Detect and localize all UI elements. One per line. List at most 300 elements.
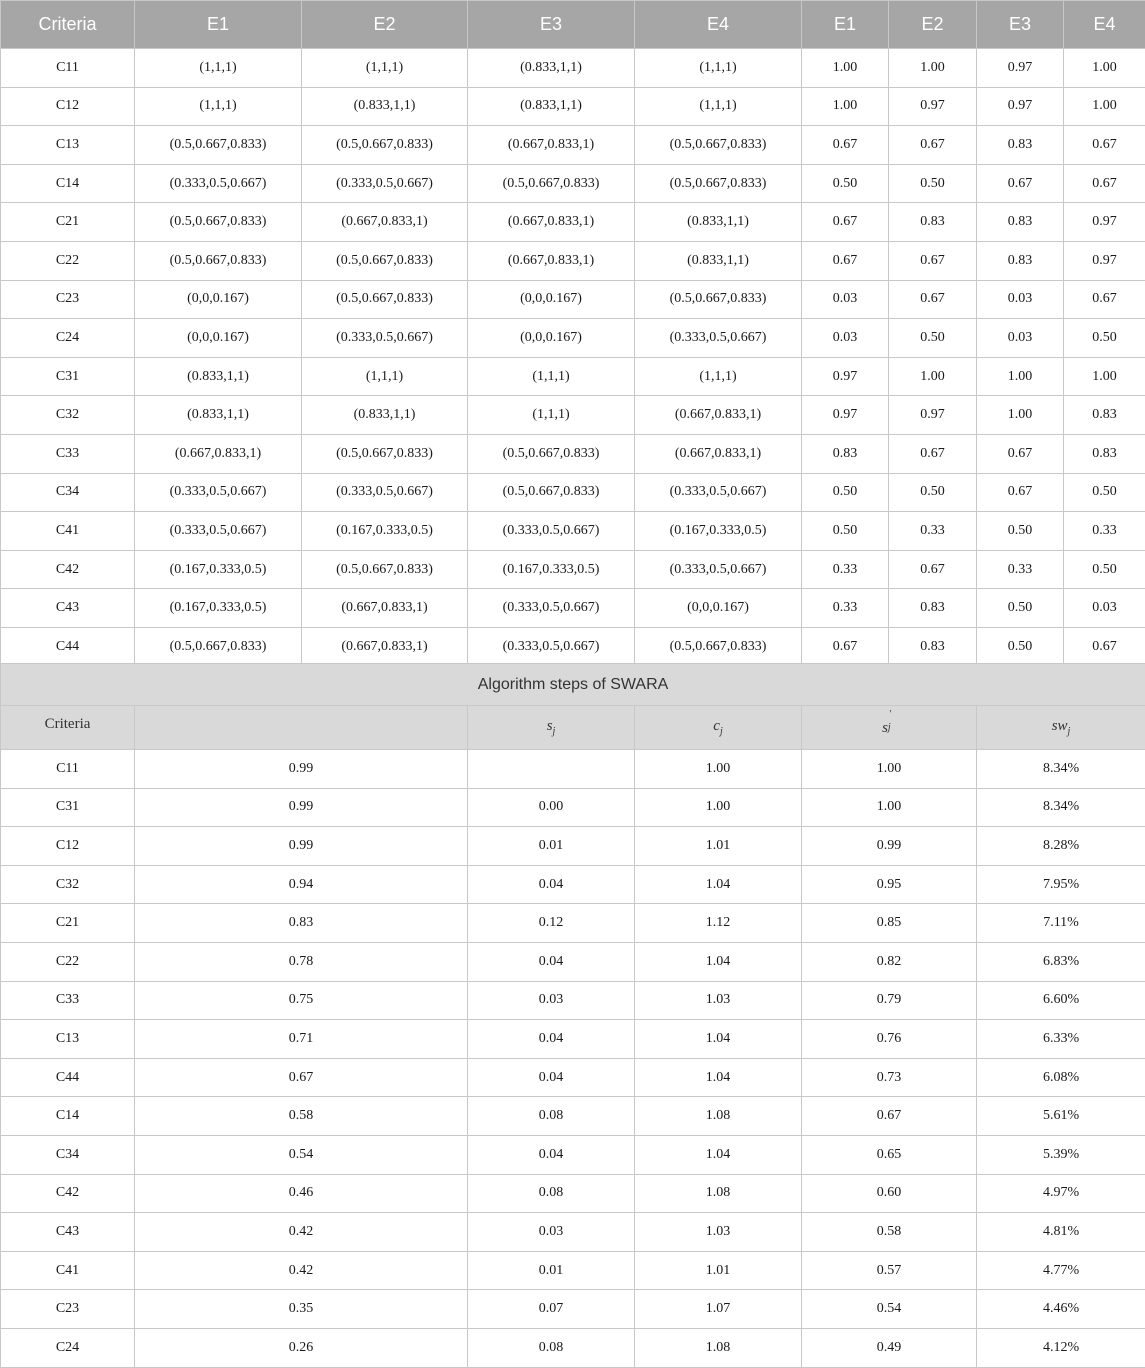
crisp-rating-cell: 1.00 — [977, 357, 1064, 396]
fuzzy-rating-cell: (0.5,0.667,0.833) — [135, 627, 302, 666]
swara-value-cell: 0.35 — [135, 1290, 468, 1329]
crisp-rating-cell: 0.97 — [1064, 203, 1145, 242]
criteria-cell: C32 — [1, 396, 135, 435]
crisp-rating-cell: 0.67 — [889, 280, 977, 319]
swara-sj-prime-cell: 0.65 — [802, 1135, 977, 1174]
swara-row — [1, 981, 1145, 1020]
fuzzy-rating-cell: (0.333,0.5,0.667) — [468, 512, 635, 551]
swara-sj-prime-cell: 0.58 — [802, 1213, 977, 1252]
crisp-rating-cell: 0.67 — [1064, 627, 1145, 666]
table-row — [1, 473, 1145, 512]
crisp-rating-cell: 0.67 — [1064, 280, 1145, 319]
column-header-e4-fuzzy: E4 — [635, 1, 802, 49]
fuzzy-rating-cell: (0.167,0.333,0.5) — [135, 550, 302, 589]
swara-table — [0, 663, 1145, 1368]
criteria-cell: C42 — [1, 550, 135, 589]
swara-sj-cell: 0.00 — [468, 788, 635, 827]
crisp-rating-cell: 0.97 — [802, 357, 889, 396]
crisp-rating-cell: 0.67 — [802, 627, 889, 666]
fuzzy-rating-cell: (1,1,1) — [635, 87, 802, 126]
table-row — [1, 512, 1145, 551]
fuzzy-rating-cell: (0.5,0.667,0.833) — [135, 241, 302, 280]
fuzzy-rating-cell: (1,1,1) — [635, 49, 802, 88]
swara-criteria-cell: C43 — [1, 1213, 135, 1252]
fuzzy-rating-cell: (0.5,0.667,0.833) — [635, 164, 802, 203]
crisp-rating-cell: 1.00 — [889, 49, 977, 88]
fuzzy-rating-cell: (1,1,1) — [135, 49, 302, 88]
swara-sj-cell — [468, 750, 635, 789]
crisp-rating-cell: 0.97 — [889, 396, 977, 435]
swara-cj-cell: 1.04 — [635, 865, 802, 904]
fuzzy-rating-cell: (0.5,0.667,0.833) — [302, 241, 468, 280]
swara-sj-cell: 0.01 — [468, 1251, 635, 1290]
swara-sj-cell: 0.07 — [468, 1290, 635, 1329]
crisp-rating-cell: 0.50 — [889, 473, 977, 512]
swara-sj-prime-cell: 0.57 — [802, 1251, 977, 1290]
criteria-cell: C14 — [1, 164, 135, 203]
crisp-rating-cell: 1.00 — [802, 87, 889, 126]
crisp-rating-cell: 0.33 — [889, 512, 977, 551]
table-row — [1, 203, 1145, 242]
table-row — [1, 280, 1145, 319]
swara-swj-cell: 6.33% — [977, 1020, 1145, 1059]
table-row — [1, 396, 1145, 435]
swara-sj-prime-cell: 0.76 — [802, 1020, 977, 1059]
criteria-cell: C11 — [1, 49, 135, 88]
fuzzy-rating-cell: (1,1,1) — [635, 357, 802, 396]
swara-value-cell: 0.94 — [135, 865, 468, 904]
swara-row — [1, 827, 1145, 866]
table-row — [1, 550, 1145, 589]
swara-value-cell: 0.54 — [135, 1135, 468, 1174]
column-header-e3-fuzzy: E3 — [468, 1, 635, 49]
fuzzy-rating-cell: (0.833,1,1) — [135, 396, 302, 435]
fuzzy-rating-cell: (0.5,0.667,0.833) — [302, 550, 468, 589]
swara-swj-cell: 6.83% — [977, 942, 1145, 981]
fuzzy-rating-cell: (0.5,0.667,0.833) — [302, 280, 468, 319]
crisp-rating-cell: 0.50 — [802, 512, 889, 551]
swara-header-sj — [468, 706, 635, 750]
swara-sj-prime-cell: 1.00 — [802, 750, 977, 789]
criteria-cell: C33 — [1, 434, 135, 473]
crisp-rating-cell: 0.83 — [1064, 434, 1145, 473]
fuzzy-rating-cell: (0.5,0.667,0.833) — [135, 126, 302, 165]
swara-sj-cell: 0.04 — [468, 1020, 635, 1059]
swj-symbol: sw — [1052, 718, 1068, 734]
crisp-rating-cell: 0.03 — [802, 280, 889, 319]
swara-swj-cell: 4.77% — [977, 1251, 1145, 1290]
crisp-rating-cell: 0.67 — [802, 203, 889, 242]
swara-value-cell: 0.83 — [135, 904, 468, 943]
swara-value-cell: 0.99 — [135, 827, 468, 866]
swara-cj-cell: 1.04 — [635, 1020, 802, 1059]
swara-value-cell: 0.42 — [135, 1251, 468, 1290]
swara-criteria-cell: C12 — [1, 827, 135, 866]
fuzzy-rating-cell: (0.667,0.833,1) — [302, 203, 468, 242]
crisp-rating-cell: 0.97 — [1064, 241, 1145, 280]
fuzzy-rating-cell: (0.333,0.5,0.667) — [135, 164, 302, 203]
swara-row — [1, 750, 1145, 789]
fuzzy-rating-cell: (0.333,0.5,0.667) — [302, 164, 468, 203]
crisp-rating-cell: 0.33 — [977, 550, 1064, 589]
fuzzy-rating-cell: (0.333,0.5,0.667) — [135, 473, 302, 512]
crisp-rating-cell: 0.83 — [889, 627, 977, 666]
expert-evaluation-table — [0, 0, 1145, 667]
fuzzy-rating-cell: (0.333,0.5,0.667) — [468, 589, 635, 628]
crisp-rating-cell: 0.97 — [889, 87, 977, 126]
sj-subscript: j — [553, 726, 556, 737]
table-row — [1, 357, 1145, 396]
swara-swj-cell: 7.95% — [977, 865, 1145, 904]
swara-swj-cell: 5.39% — [977, 1135, 1145, 1174]
fuzzy-rating-cell: (0.333,0.5,0.667) — [468, 627, 635, 666]
crisp-rating-cell: 1.00 — [1064, 357, 1145, 396]
crisp-rating-cell: 1.00 — [977, 396, 1064, 435]
crisp-rating-cell: 0.50 — [889, 319, 977, 358]
swara-criteria-cell: C44 — [1, 1058, 135, 1097]
crisp-rating-cell: 1.00 — [1064, 49, 1145, 88]
swara-cj-cell: 1.12 — [635, 904, 802, 943]
crisp-rating-cell: 0.50 — [977, 627, 1064, 666]
swara-sj-cell: 0.12 — [468, 904, 635, 943]
column-header-e1-fuzzy: E1 — [135, 1, 302, 49]
column-header-e3-crisp: E3 — [977, 1, 1064, 49]
fuzzy-rating-cell: (1,1,1) — [302, 357, 468, 396]
swara-row — [1, 1213, 1145, 1252]
swara-header-sj-prime — [802, 706, 977, 750]
crisp-rating-cell: 0.50 — [1064, 473, 1145, 512]
swara-cj-cell: 1.04 — [635, 942, 802, 981]
swara-sj-cell: 0.04 — [468, 1135, 635, 1174]
swara-value-cell: 0.58 — [135, 1097, 468, 1136]
crisp-rating-cell: 0.83 — [802, 434, 889, 473]
fuzzy-rating-cell: (0.667,0.833,1) — [468, 203, 635, 242]
swara-swj-cell: 5.61% — [977, 1097, 1145, 1136]
fuzzy-rating-cell: (0.5,0.667,0.833) — [302, 126, 468, 165]
swara-swj-cell: 8.34% — [977, 750, 1145, 789]
swara-criteria-cell: C23 — [1, 1290, 135, 1329]
crisp-rating-cell: 0.03 — [977, 280, 1064, 319]
swara-sj-prime-cell: 0.54 — [802, 1290, 977, 1329]
crisp-rating-cell: 0.97 — [977, 87, 1064, 126]
crisp-rating-cell: 0.50 — [802, 164, 889, 203]
crisp-rating-cell: 0.67 — [889, 241, 977, 280]
swara-header-swj — [977, 706, 1145, 750]
swara-sj-cell: 0.04 — [468, 942, 635, 981]
fuzzy-rating-cell: (0.667,0.833,1) — [635, 434, 802, 473]
swara-header-cj — [635, 706, 802, 750]
table-row — [1, 319, 1145, 358]
crisp-rating-cell: 0.33 — [1064, 512, 1145, 551]
swara-row — [1, 1174, 1145, 1213]
fuzzy-rating-cell: (0.667,0.833,1) — [635, 396, 802, 435]
swara-criteria-cell: C13 — [1, 1020, 135, 1059]
criteria-cell: C12 — [1, 87, 135, 126]
table-row — [1, 49, 1145, 88]
fuzzy-rating-cell: (0.333,0.5,0.667) — [302, 319, 468, 358]
swara-swj-cell: 4.46% — [977, 1290, 1145, 1329]
swara-row — [1, 1135, 1145, 1174]
cj-subscript: j — [720, 726, 723, 737]
fuzzy-rating-cell: (0.333,0.5,0.667) — [635, 319, 802, 358]
fuzzy-rating-cell: (0.667,0.833,1) — [468, 241, 635, 280]
crisp-rating-cell: 0.50 — [889, 164, 977, 203]
swara-sj-prime-cell: 0.79 — [802, 981, 977, 1020]
swara-sj-cell: 0.08 — [468, 1328, 635, 1367]
fuzzy-rating-cell: (0.333,0.5,0.667) — [635, 550, 802, 589]
crisp-rating-cell: 0.67 — [1064, 164, 1145, 203]
column-header-e2-fuzzy: E2 — [302, 1, 468, 49]
crisp-rating-cell: 0.50 — [1064, 319, 1145, 358]
fuzzy-rating-cell: (1,1,1) — [302, 49, 468, 88]
crisp-rating-cell: 0.67 — [977, 473, 1064, 512]
fuzzy-rating-cell: (0.833,1,1) — [135, 357, 302, 396]
swara-sj-cell: 0.08 — [468, 1097, 635, 1136]
crisp-rating-cell: 0.03 — [977, 319, 1064, 358]
fuzzy-rating-cell: (0,0,0.167) — [468, 280, 635, 319]
swara-row — [1, 904, 1145, 943]
criteria-cell: C22 — [1, 241, 135, 280]
table-row — [1, 627, 1145, 666]
fuzzy-rating-cell: (0.833,1,1) — [635, 241, 802, 280]
fuzzy-rating-cell: (0.5,0.667,0.833) — [635, 280, 802, 319]
crisp-rating-cell: 0.83 — [1064, 396, 1145, 435]
swara-row — [1, 942, 1145, 981]
swara-cj-cell: 1.07 — [635, 1290, 802, 1329]
swara-criteria-cell: C33 — [1, 981, 135, 1020]
sj-prime-subscript: j — [888, 722, 891, 733]
crisp-rating-cell: 0.67 — [977, 434, 1064, 473]
crisp-rating-cell: 0.50 — [802, 473, 889, 512]
fuzzy-rating-cell: (0.667,0.833,1) — [135, 434, 302, 473]
table-row — [1, 241, 1145, 280]
crisp-rating-cell: 0.97 — [802, 396, 889, 435]
fuzzy-rating-cell: (0,0,0.167) — [135, 319, 302, 358]
fuzzy-rating-cell: (0.5,0.667,0.833) — [468, 473, 635, 512]
swara-cj-cell: 1.08 — [635, 1174, 802, 1213]
swara-sj-cell: 0.08 — [468, 1174, 635, 1213]
crisp-rating-cell: 0.67 — [889, 550, 977, 589]
fuzzy-rating-cell: (0.167,0.333,0.5) — [135, 589, 302, 628]
swara-criteria-cell: C32 — [1, 865, 135, 904]
crisp-rating-cell: 0.03 — [1064, 589, 1145, 628]
swara-cj-cell: 1.08 — [635, 1097, 802, 1136]
swara-sj-prime-cell: 0.82 — [802, 942, 977, 981]
swara-cj-cell: 1.00 — [635, 750, 802, 789]
fuzzy-rating-cell: (0.5,0.667,0.833) — [635, 126, 802, 165]
fuzzy-rating-cell: (1,1,1) — [468, 357, 635, 396]
swara-row — [1, 788, 1145, 827]
swara-criteria-cell: C42 — [1, 1174, 135, 1213]
crisp-rating-cell: 0.33 — [802, 589, 889, 628]
fuzzy-rating-cell: (0.667,0.833,1) — [302, 589, 468, 628]
fuzzy-rating-cell: (0.167,0.333,0.5) — [468, 550, 635, 589]
table-row — [1, 164, 1145, 203]
swara-header-row — [1, 706, 1145, 750]
fuzzy-rating-cell: (0.667,0.833,1) — [302, 627, 468, 666]
swara-sj-prime-cell: 0.49 — [802, 1328, 977, 1367]
swara-swj-cell: 8.34% — [977, 788, 1145, 827]
crisp-rating-cell: 0.33 — [802, 550, 889, 589]
sj-symbol: s — [547, 718, 553, 734]
swara-sj-prime-cell: 0.73 — [802, 1058, 977, 1097]
swara-sj-prime-cell: 1.00 — [802, 788, 977, 827]
crisp-rating-cell: 0.67 — [1064, 126, 1145, 165]
crisp-rating-cell: 0.83 — [889, 203, 977, 242]
criteria-cell: C31 — [1, 357, 135, 396]
swara-criteria-cell: C34 — [1, 1135, 135, 1174]
crisp-rating-cell: 0.83 — [977, 203, 1064, 242]
swara-value-cell: 0.26 — [135, 1328, 468, 1367]
fuzzy-rating-cell: (0.5,0.667,0.833) — [135, 203, 302, 242]
swara-criteria-cell: C21 — [1, 904, 135, 943]
fuzzy-rating-cell: (1,1,1) — [468, 396, 635, 435]
swara-swj-cell: 6.60% — [977, 981, 1145, 1020]
criteria-cell: C43 — [1, 589, 135, 628]
swara-value-cell: 0.67 — [135, 1058, 468, 1097]
swara-criteria-cell: C14 — [1, 1097, 135, 1136]
swara-row — [1, 1290, 1145, 1329]
swara-cj-cell: 1.08 — [635, 1328, 802, 1367]
swara-swj-cell: 4.81% — [977, 1213, 1145, 1252]
sj-prime-symbol: s — [882, 720, 888, 736]
swara-criteria-cell: C31 — [1, 788, 135, 827]
criteria-cell: C41 — [1, 512, 135, 551]
swara-cj-cell: 1.04 — [635, 1058, 802, 1097]
swara-cj-cell: 1.03 — [635, 981, 802, 1020]
table-row — [1, 589, 1145, 628]
swara-sj-cell: 0.03 — [468, 1213, 635, 1252]
swara-row — [1, 1328, 1145, 1367]
crisp-rating-cell: 1.00 — [889, 357, 977, 396]
criteria-cell: C13 — [1, 126, 135, 165]
fuzzy-rating-cell: (0.5,0.667,0.833) — [468, 164, 635, 203]
column-header-criteria: Criteria — [1, 1, 135, 49]
swara-section-title-row — [1, 664, 1145, 706]
swara-swj-cell: 4.12% — [977, 1328, 1145, 1367]
swara-row — [1, 865, 1145, 904]
swara-value-cell: 0.75 — [135, 981, 468, 1020]
column-header-e1-crisp: E1 — [802, 1, 889, 49]
swara-value-cell: 0.71 — [135, 1020, 468, 1059]
crisp-rating-cell: 1.00 — [802, 49, 889, 88]
swara-sj-prime-cell: 0.85 — [802, 904, 977, 943]
table-row — [1, 87, 1145, 126]
fuzzy-rating-cell: (0.833,1,1) — [635, 203, 802, 242]
swara-value-cell: 0.99 — [135, 788, 468, 827]
fuzzy-rating-cell: (0.5,0.667,0.833) — [635, 627, 802, 666]
swara-sj-prime-cell: 0.99 — [802, 827, 977, 866]
swara-sj-prime-cell: 0.95 — [802, 865, 977, 904]
swara-cj-cell: 1.03 — [635, 1213, 802, 1252]
fuzzy-rating-cell: (0.167,0.333,0.5) — [635, 512, 802, 551]
crisp-rating-cell: 0.67 — [977, 164, 1064, 203]
swara-sj-cell: 0.03 — [468, 981, 635, 1020]
swara-sj-cell: 0.04 — [468, 865, 635, 904]
fuzzy-rating-cell: (0,0,0.167) — [468, 319, 635, 358]
swara-sj-prime-cell: 0.67 — [802, 1097, 977, 1136]
fuzzy-rating-cell: (0.833,1,1) — [302, 396, 468, 435]
fuzzy-rating-cell: (1,1,1) — [135, 87, 302, 126]
table-row — [1, 434, 1145, 473]
crisp-rating-cell: 0.67 — [802, 241, 889, 280]
swara-criteria-cell: C11 — [1, 750, 135, 789]
crisp-rating-cell: 0.67 — [889, 126, 977, 165]
swara-criteria-cell: C24 — [1, 1328, 135, 1367]
swara-cj-cell: 1.00 — [635, 788, 802, 827]
crisp-rating-cell: 0.83 — [889, 589, 977, 628]
fuzzy-rating-cell: (0.333,0.5,0.667) — [135, 512, 302, 551]
swara-sj-cell: 0.01 — [468, 827, 635, 866]
crisp-rating-cell: 0.50 — [977, 512, 1064, 551]
swara-swj-cell: 8.28% — [977, 827, 1145, 866]
column-header-e4-crisp: E4 — [1064, 1, 1145, 49]
fuzzy-rating-cell: (0,0,0.167) — [135, 280, 302, 319]
crisp-rating-cell: 0.83 — [977, 126, 1064, 165]
sj-prime-superscript: ' — [889, 709, 891, 720]
crisp-rating-cell: 0.83 — [977, 241, 1064, 280]
swara-value-cell: 0.99 — [135, 750, 468, 789]
cj-symbol: c — [713, 718, 720, 734]
criteria-cell: C24 — [1, 319, 135, 358]
swara-swj-cell: 7.11% — [977, 904, 1145, 943]
swara-criteria-cell: C41 — [1, 1251, 135, 1290]
criteria-cell: C34 — [1, 473, 135, 512]
crisp-rating-cell: 0.50 — [1064, 550, 1145, 589]
crisp-rating-cell: 0.50 — [977, 589, 1064, 628]
fuzzy-rating-cell: (0.833,1,1) — [302, 87, 468, 126]
fuzzy-rating-cell: (0.167,0.333,0.5) — [302, 512, 468, 551]
crisp-rating-cell: 0.67 — [802, 126, 889, 165]
fuzzy-rating-cell: (0.833,1,1) — [468, 87, 635, 126]
swara-section-title: Algorithm steps of SWARA — [1, 664, 1145, 706]
swara-swj-cell: 4.97% — [977, 1174, 1145, 1213]
swara-row — [1, 1251, 1145, 1290]
swara-value-cell: 0.46 — [135, 1174, 468, 1213]
crisp-rating-cell: 1.00 — [1064, 87, 1145, 126]
table-row — [1, 126, 1145, 165]
criteria-cell: C21 — [1, 203, 135, 242]
swara-row — [1, 1097, 1145, 1136]
fuzzy-rating-cell: (0.833,1,1) — [468, 49, 635, 88]
swara-cj-cell: 1.01 — [635, 827, 802, 866]
fuzzy-rating-cell: (0.333,0.5,0.667) — [302, 473, 468, 512]
swara-swj-cell: 6.08% — [977, 1058, 1145, 1097]
swj-subscript: j — [1068, 726, 1071, 737]
swara-value-cell: 0.42 — [135, 1213, 468, 1252]
criteria-cell: C23 — [1, 280, 135, 319]
fuzzy-rating-cell: (0.667,0.833,1) — [468, 126, 635, 165]
swara-cj-cell: 1.01 — [635, 1251, 802, 1290]
table-header-row — [1, 1, 1145, 49]
swara-value-cell: 0.78 — [135, 942, 468, 981]
crisp-rating-cell: 0.67 — [889, 434, 977, 473]
swara-header-blank — [135, 706, 468, 750]
crisp-rating-cell: 0.03 — [802, 319, 889, 358]
swara-row — [1, 1058, 1145, 1097]
swara-criteria-cell: C22 — [1, 942, 135, 981]
crisp-rating-cell: 0.97 — [977, 49, 1064, 88]
fuzzy-rating-cell: (0.333,0.5,0.667) — [635, 473, 802, 512]
swara-sj-cell: 0.04 — [468, 1058, 635, 1097]
column-header-e2-crisp: E2 — [889, 1, 977, 49]
swara-row — [1, 1020, 1145, 1059]
swara-sj-prime-cell: 0.60 — [802, 1174, 977, 1213]
swara-header-criteria: Criteria — [1, 706, 135, 750]
swara-cj-cell: 1.04 — [635, 1135, 802, 1174]
fuzzy-rating-cell: (0.5,0.667,0.833) — [468, 434, 635, 473]
criteria-cell: C44 — [1, 627, 135, 666]
